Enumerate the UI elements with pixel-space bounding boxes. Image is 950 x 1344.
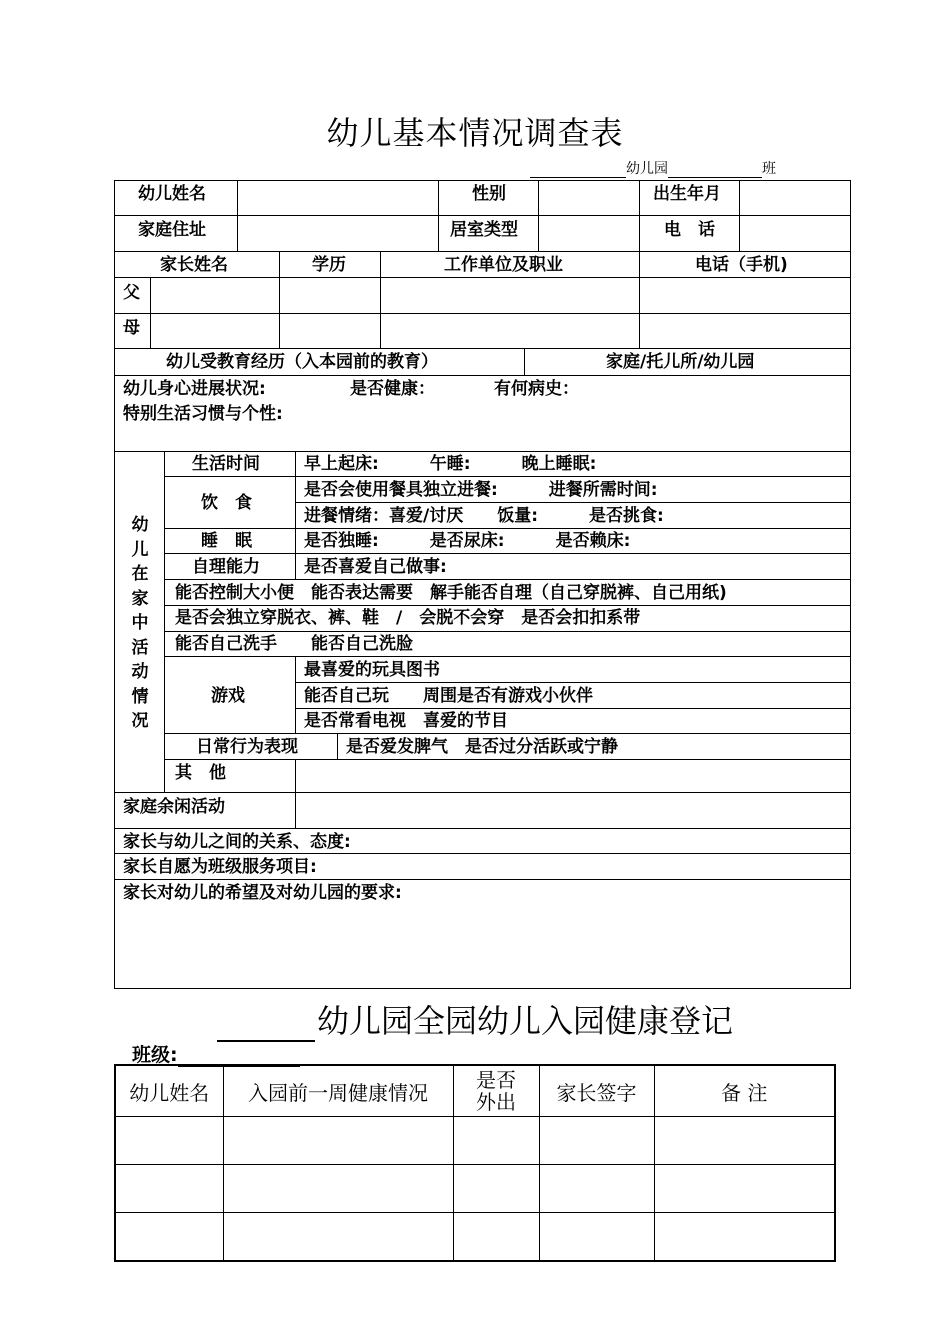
behavior-label: 日常行为表现 xyxy=(196,737,298,757)
selfcare-line-2: 能否控制大小便 能否表达需要 解手能否自理（自己穿脱裤、自己用纸) xyxy=(175,583,727,603)
work-header: 工作单位及职业 xyxy=(444,255,563,275)
kindergarten-label: 幼儿园 xyxy=(626,161,668,177)
education-history-label: 幼儿受教育经历（入本园前的教育） xyxy=(166,352,438,372)
selfcare-line-4: 能否自己洗手 能否自己洗脸 xyxy=(175,634,413,654)
leisure-field[interactable] xyxy=(296,793,849,827)
behavior-items: 是否爱发脾气 是否过分活跃或宁静 xyxy=(346,737,618,757)
column-header: 幼儿姓名 xyxy=(115,1065,223,1117)
class-label: 班 xyxy=(762,161,776,177)
table-cell[interactable] xyxy=(453,1165,539,1213)
child-name-label: 幼儿姓名 xyxy=(138,184,206,204)
table-cell[interactable] xyxy=(453,1213,539,1262)
relationship-label: 家长与幼儿之间的关系、态度: xyxy=(123,832,351,852)
table-header-row xyxy=(115,1065,835,1117)
diet-label: 饮 食 xyxy=(201,493,252,513)
play-line-3: 是否常看电视 喜爱的节目 xyxy=(304,711,508,731)
housing-type-label: 居室类型 xyxy=(450,220,518,240)
table-row xyxy=(115,1165,835,1213)
housing-type-field[interactable] xyxy=(539,216,638,250)
expectation-field[interactable] xyxy=(115,905,849,986)
address-label: 家庭住址 xyxy=(138,220,206,240)
class-label: 班级: xyxy=(132,1044,178,1066)
table-cell[interactable] xyxy=(654,1117,835,1165)
life-time-items: 早上起床: 午睡: 晚上睡眠: xyxy=(304,454,597,474)
table-cell[interactable] xyxy=(539,1117,654,1165)
table-cell[interactable] xyxy=(539,1165,654,1213)
phone-field[interactable] xyxy=(740,216,848,250)
diet-line-1: 是否会使用餐具独立进餐: 进餐所需时间: xyxy=(304,480,658,500)
kindergarten-blank[interactable] xyxy=(530,163,626,178)
table-cell[interactable] xyxy=(223,1213,453,1262)
table-cell[interactable] xyxy=(115,1213,223,1262)
habits-label: 特别生活习惯与个性: xyxy=(123,404,283,424)
child-name-field[interactable] xyxy=(238,181,437,214)
column-header: 入园前一周健康情况 xyxy=(223,1065,453,1117)
health-register-title: 幼儿园全园幼儿入园健康登记 xyxy=(0,996,950,1042)
birth-date-label: 出生年月 xyxy=(653,184,721,204)
other-field[interactable] xyxy=(296,760,849,791)
selfcare-label: 自理能力 xyxy=(192,557,260,577)
education-history-options[interactable]: 家庭/托儿所/幼儿园 xyxy=(606,352,755,372)
kindergarten-name-blank[interactable] xyxy=(217,1010,315,1042)
selfcare-line-3: 是否会独立穿脱衣、裤、鞋 / 会脱不会穿 是否会扣扣系带 xyxy=(175,608,641,628)
diet-line-2: 进餐情绪：喜爱/讨厌 饭量: 是否挑食: xyxy=(304,506,664,526)
phone-label: 电 话 xyxy=(664,220,715,240)
healthy-label: 是否健康： xyxy=(350,379,435,399)
selfcare-items: 是否喜爱自己做事: xyxy=(304,557,447,577)
table-cell[interactable] xyxy=(115,1117,223,1165)
kindergarten-class-line xyxy=(530,158,776,178)
play-line-2: 能否自己玩 周围是否有游戏小伙伴 xyxy=(304,686,593,706)
father-row-fields[interactable] xyxy=(151,278,849,312)
table-cell[interactable] xyxy=(654,1165,835,1213)
class-blank[interactable] xyxy=(668,163,762,178)
home-activity-side-label: 幼 儿 在 家 中 活 动 情 况 xyxy=(131,515,149,731)
table-cell[interactable] xyxy=(223,1117,453,1165)
mother-label: 母 xyxy=(123,318,140,338)
illness-history-label: 有何病史： xyxy=(494,379,579,399)
leisure-label: 家庭余闲活动 xyxy=(123,797,225,817)
table-row xyxy=(115,1213,835,1262)
parent-phone-header: 电话（手机) xyxy=(695,255,788,275)
play-line-1: 最喜爱的玩具图书 xyxy=(304,660,440,680)
table-cell[interactable] xyxy=(115,1165,223,1213)
table-cell[interactable] xyxy=(223,1165,453,1213)
form-title: 幼儿基本情况调查表 xyxy=(326,114,624,152)
sleep-items: 是否独睡: 是否尿床: 是否赖床: xyxy=(304,531,631,551)
education-header: 学历 xyxy=(312,255,346,275)
mother-row-fields[interactable] xyxy=(151,314,849,347)
parent-name-header: 家长姓名 xyxy=(160,255,228,275)
gender-field[interactable] xyxy=(539,181,638,214)
father-label: 父 xyxy=(123,283,140,303)
volunteer-label: 家长自愿为班级服务项目: xyxy=(123,857,317,877)
birth-date-field[interactable] xyxy=(740,181,848,214)
column-header: 是否外出 xyxy=(453,1065,539,1117)
play-label: 游戏 xyxy=(211,686,245,706)
table-cell[interactable] xyxy=(453,1117,539,1165)
table-cell[interactable] xyxy=(539,1213,654,1262)
other-label: 其 他 xyxy=(175,763,226,783)
table-cell[interactable] xyxy=(654,1213,835,1262)
health-register-table xyxy=(114,1064,836,1262)
sleep-label: 睡 眠 xyxy=(201,531,252,551)
table-row xyxy=(115,1117,835,1165)
class-line xyxy=(132,1040,300,1067)
life-time-label: 生活时间 xyxy=(192,454,260,474)
expectation-label: 家长对幼儿的希望及对幼儿园的要求: xyxy=(123,883,402,903)
development-status-label: 幼儿身心进展状况: xyxy=(123,379,266,399)
gender-label: 性别 xyxy=(472,184,506,204)
address-field[interactable] xyxy=(238,216,437,250)
column-header: 备 注 xyxy=(654,1065,835,1117)
column-header: 家长签字 xyxy=(539,1065,654,1117)
